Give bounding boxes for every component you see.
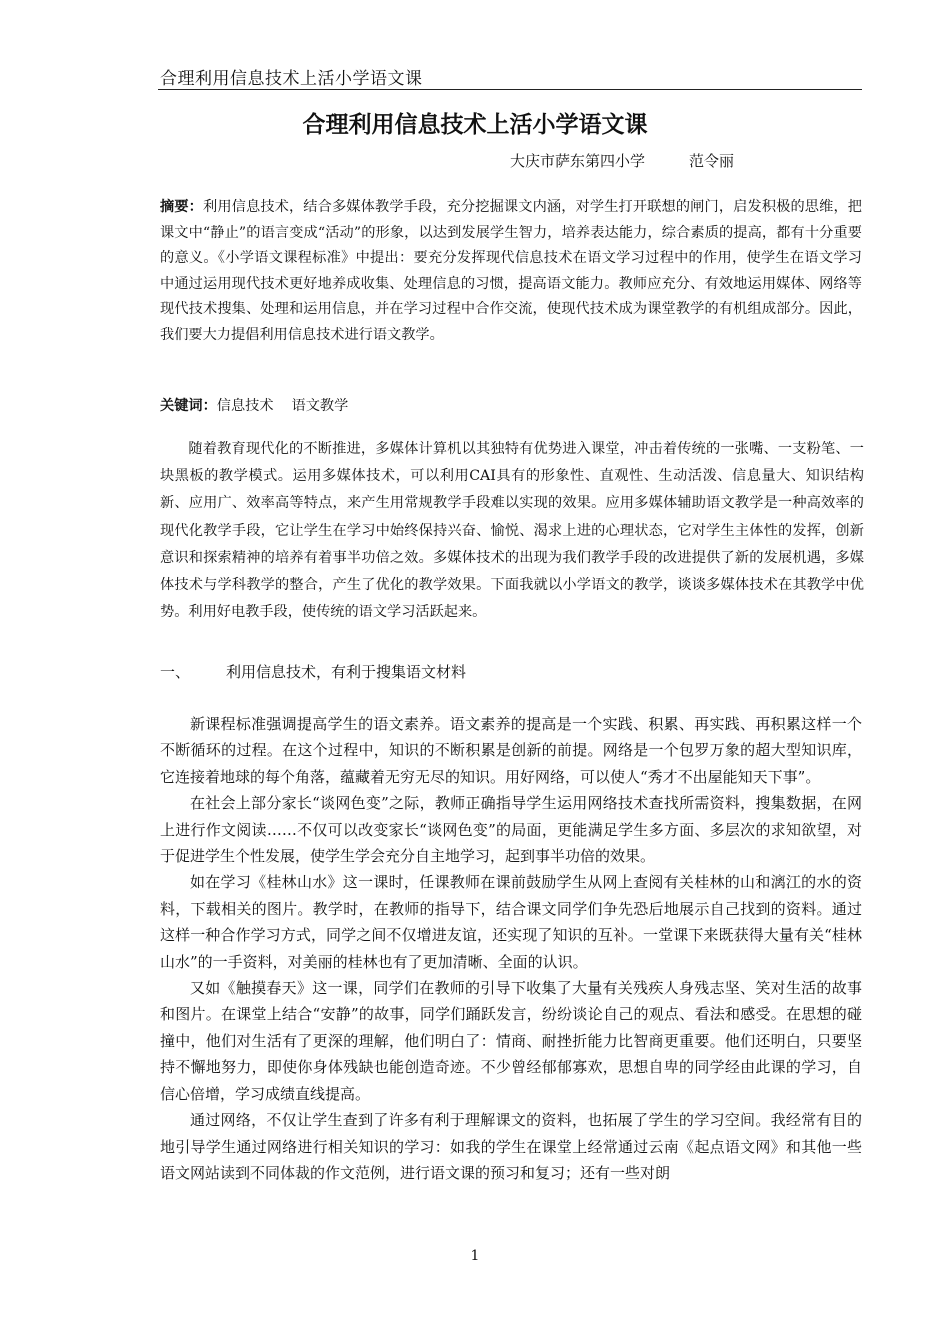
section-heading-1 [160, 661, 467, 682]
abstract-label: 摘要： [160, 199, 203, 215]
intro-paragraph: 随着教育现代化的不断推进，多媒体计算机以其独特有优势进入课堂，冲击着传统的一张嘴、一支粉笔、一块黑板的教学模式。运用多媒体技术，可以利用CAI具有的形象性、直观性、生动活泼、信息量大、知识结构新、应用广、效率高等特点，来产生用常规教学手段难以实现的效果。应用多媒体辅助语文教学是一种高效率的现代化教学手段，它让学生在学习中始终保持兴奋、愉悦、渴求上进的心理状态，它对学生主体性的发挥，创新意识和探索精神的培养有着事半功倍之效。多媒体技术的出现为我们教学手段的改进提供了新的发展机遇，多媒体技术与学科教学的整合，产生了优化的教学效果。下面我就以小学语文的教学，谈谈多媒体技术在其教学中优势。利用好电教手段，使传统的语文学习活跃起来。 [160, 441, 864, 621]
body-paragraph: 如在学习《桂林山水》这一课时，任课教师在课前鼓励学生从网上查阅有关桂林的山和漓江的水的资料，下载相关的图片。教学时，在教师的指导下，结合课文同学们争先恐后地展示自己找到的资料。通过这样一种合作学习方式，同学之间不仅增进友谊，还实现了知识的互补。一堂课下来既获得大量有关“桂林山水”的一手资料，对美丽的桂林也有了更加清晰、全面的认识。 [160, 873, 862, 971]
section-number: 一、 [160, 663, 191, 681]
section-body [160, 711, 862, 1186]
body-paragraph: 通过网络，不仅让学生查到了许多有利于理解课文的资料，也拓展了学生的学习空间。我经常有目的地引导学生通过网络进行相关知识的学习：如我的学生在课堂上经常通过云南《起点语文网》和其他一些语文网站读到不同体裁的作文范例，进行语文课的预习和复习；还有一些对朗 [160, 1111, 862, 1182]
keywords-label: 关键词： [160, 398, 217, 414]
author-name: 范令丽 [689, 152, 735, 170]
body-paragraph: 又如《触摸春天》这一课，同学们在教师的引导下收集了大量有关残疾人身残志坚、笑对生活的故事和图片。在课堂上结合“安静”的故事，同学们踊跃发言，纷纷谈论自己的观点、看法和感受。在思想的碰撞中，他们对生活有了更深的理解，他们明白了：情商、耐挫折能力比智商更重要。他们还明白，只要坚持不懈地努力，即使你身体残缺也能创造奇迹。不少曾经郁郁寡欢，思想自卑的同学经由此课的学习，自信心倍增，学习成绩直线提高。 [160, 979, 862, 1103]
keyword-2: 语文教学 [291, 398, 349, 414]
author-affiliation: 大庆市萨东第四小学 [510, 152, 646, 170]
body-paragraph: 在社会上部分家长“谈网色变”之际，教师正确指导学生运用网络技术查找所需资料，搜集数据，在网上进行作文阅读……不仅可以改变家长“谈网色变”的局面，更能满足学生多方面、多层次的求知欲望，对于促进学生个性发展，使学生学会充分自主地学习，起到事半功倍的效果。 [160, 794, 862, 866]
article-title: 合理利用信息技术上活小学语文课 [302, 112, 648, 138]
header-rule [158, 89, 862, 90]
page-number: 1 [470, 1248, 480, 1264]
body-paragraph: 新课程标准强调提高学生的语文素养。语文素养的提高是一个实践、积累、再实践、再积累这样一个不断循环的过程。在这个过程中，知识的不断积累是创新的前提。网络是一个包罗万象的超大型知识库，它连接着地球的每个角落，蕴藏着无穷无尽的知识。用好网络，可以使人“秀才不出屋能知天下事”。 [160, 715, 862, 786]
abstract [160, 195, 862, 349]
keywords [160, 395, 348, 415]
running-header: 合理利用信息技术上活小学语文课 [160, 69, 423, 89]
keyword-1: 信息技术 [216, 398, 274, 414]
author-line [510, 150, 734, 171]
section-title: 利用信息技术，有利于搜集语文材料 [226, 663, 467, 681]
abstract-text: 利用信息技术，结合多媒体教学手段，充分挖掘课文内涵，对学生打开联想的闸门，启发积极的思维，把课文中“静止”的语言变成“活动”的形象，以达到发展学生智力，培养表达能力，综合素质的提高，都有十分重要的意义。《小学语文课程标准》中提出：要充分发挥现代信息技术在语文学习过程中的作用，使学生在语文学习中通过运用现代技术更好地养成收集、处理信息的习惯，提高语文能力。教师应充分、有效地运用媒体、网络等现代技术搜集、处理和运用信息，并在学习过程中合作交流，使现代技术成为课堂教学的有机组成部分。因此，我们要大力提倡利用信息技术进行语文教学。 [160, 199, 862, 343]
